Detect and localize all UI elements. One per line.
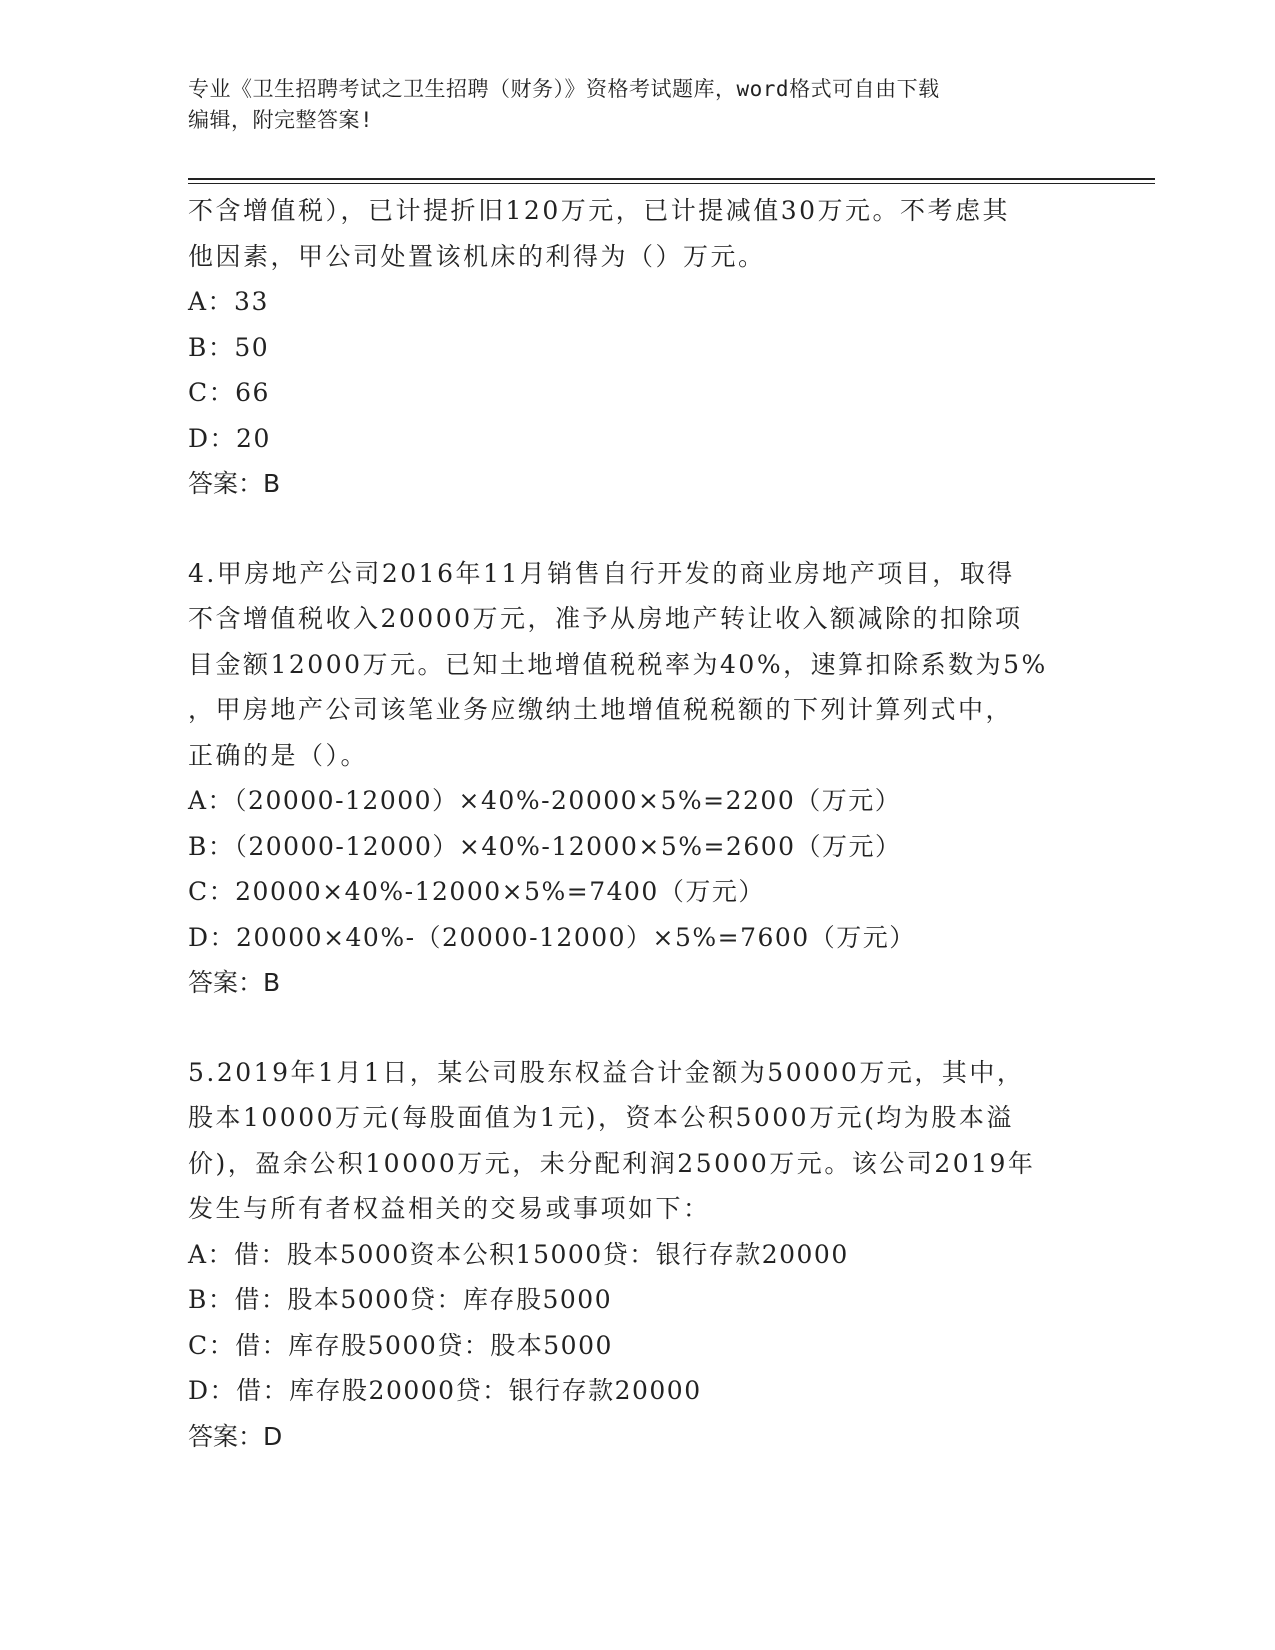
option-d: D：20000×40%-（20000-12000）×5%=7600（万元）	[188, 922, 916, 952]
question-text-line: 价)，盈余公积10000万元，未分配利润25000万元。该公司2019年	[188, 1148, 1036, 1178]
header-divider-thick	[188, 178, 1155, 180]
option-b: B：50	[188, 332, 270, 362]
option-d: D：20	[188, 423, 271, 453]
question-text-line: 正确的是（）。	[188, 740, 369, 770]
header-line-2: 编辑，附完整答案!	[188, 108, 374, 132]
question-text-line: ，甲房地产公司该笔业务应缴纳土地增值税税额的下列计算列式中，	[188, 695, 1014, 724]
option-b: B：（20000-12000）×40%-12000×5%=2600（万元）	[188, 831, 902, 861]
question-text-line: 5.2019年1月1日，某公司股东权益合计金额为50000万元，其中，	[188, 1057, 1025, 1087]
option-a: A：（20000-12000）×40%-20000×5%=2200（万元）	[188, 786, 902, 815]
option-a: A：借：股本5000资本公积15000贷：银行存款20000	[188, 1239, 849, 1269]
option-c: C：20000×40%-12000×5%=7400（万元）	[188, 877, 765, 906]
option-c: C：66	[188, 378, 270, 407]
option-b: B：借：股本5000贷：库存股5000	[188, 1285, 613, 1314]
question-text-line: 股本10000万元(每股面值为1元)，资本公积5000万元(均为股本溢	[188, 1103, 1014, 1132]
question-list	[188, 188, 1088, 1459]
question-3	[188, 188, 1088, 507]
question-text-line: 他因素，甲公司处置该机床的利得为（）万元。	[188, 241, 766, 271]
page-header	[188, 74, 1068, 136]
question-5	[188, 1050, 1088, 1460]
header-line-1: 专业《卫生招聘考试之卫生招聘（财务）》资格考试题库，word格式可自由下载	[188, 77, 940, 101]
header-divider-thin	[188, 183, 1155, 184]
question-4	[188, 551, 1088, 1006]
question-text-line: 不含增值税），已计提折旧120万元，已计提减值30万元。不考虑其	[188, 196, 1011, 225]
answer-label: 答案：B	[188, 968, 281, 997]
question-text-line: 目金额12000万元。已知土地增值税税率为40%，速算扣除系数为5%	[188, 649, 1048, 679]
option-a: A：33	[188, 287, 269, 316]
option-d: D：借：库存股20000贷：银行存款20000	[188, 1376, 702, 1405]
spacer	[188, 507, 1088, 551]
spacer	[188, 1006, 1088, 1050]
question-text-line: 4.甲房地产公司2016年11月销售自行开发的商业房地产项目，取得	[188, 558, 1015, 588]
option-c: C：借：库存股5000贷：股本5000	[188, 1330, 613, 1360]
question-text-line: 发生与所有者权益相关的交易或事项如下：	[188, 1194, 711, 1223]
answer-label: 答案：B	[188, 469, 281, 498]
question-text-line: 不含增值税收入20000万元，准予从房地产转让收入额减除的扣除项	[188, 604, 1023, 633]
answer-label: 答案：D	[188, 1421, 283, 1451]
